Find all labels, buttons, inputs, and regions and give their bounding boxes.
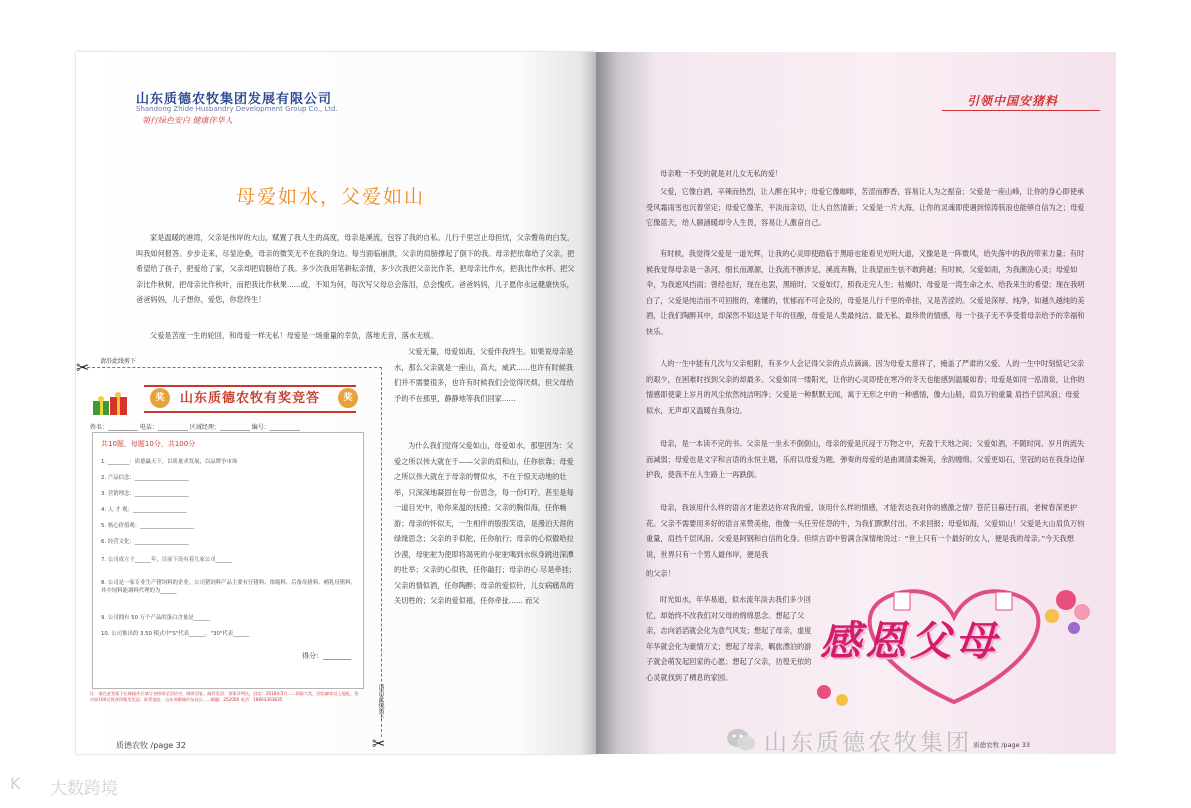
quiz-header: 共10题，每题10分，共100分: [101, 440, 196, 448]
right-page-header: 引领中国安猪料: [966, 94, 1058, 108]
cut-line-label: 请沿此线剪下: [100, 358, 137, 365]
right-line-2: 的父亲！: [646, 569, 675, 578]
right-paragraph-6: 时光如水，年华易逝，似水流年淡去我们多少回忆，却始终不改我们对父母的绵绵思念。想起了父亲，志向滔滔就会化为意气风发；想起了母亲，虚度年华就会化为豪情万丈；想起了母亲，羁旅漂泊的游子就会萌发起回家的心愿；想起了父亲，彷徨无依的心灵就找到了栖息的家园。: [646, 595, 812, 682]
scissors-icon-bottom: ✂: [372, 734, 386, 753]
watermark-company: 山东质德农牧集团: [764, 730, 972, 756]
company-english-name: Shandong Zhide Husbandry Development Group Co., Ltd.: [136, 105, 338, 113]
quiz-question[interactable]: 6. 经营文化：____________________: [101, 539, 189, 545]
page-number-right: 质德农牧 /page 33: [973, 741, 1030, 749]
page-number-left: 质德农牧 /page 32: [116, 741, 186, 750]
cut-line-horizontal: [82, 367, 382, 368]
quiz-question[interactable]: 7. 公司成立于______年，目前下设有着几家公司______: [101, 557, 232, 563]
gift-boxes-icon: [92, 391, 128, 417]
quiz-notes: 注：请在此答案下长梯操作后填写表格寄至回信中，邮寄回复。邮件发回：答案评判比，回信：2018年5月......领取大奖，回信邮寄以上地址，答对前100名将获得精美奖品；联系地址：山东省聊城市东昌区......邮编：252000 电话：18663363835: [90, 691, 359, 702]
award-badge-left: 奖: [150, 388, 170, 408]
left-page: [76, 52, 596, 754]
quiz-question[interactable]: 8. 公司是一家专业生产猪饲料的企业，公司猪饲料产品主要有仔猪料、浓缩料、后备母猪料、哺乳母猪料，其中饲料能调料代理的为______: [101, 580, 356, 594]
quiz-info-row[interactable]: 姓名：__________ 电话：__________ 区域经理：__________ 编号：__________: [90, 424, 300, 431]
wechat-icon: [726, 728, 756, 752]
article-title: 母爱如水，父爱如山: [236, 186, 426, 208]
header-rule: [942, 110, 1100, 111]
quiz-score[interactable]: 得分：________: [302, 652, 351, 660]
quiz-title: 山东质德农牧有奖竞答: [144, 385, 356, 413]
right-page: [596, 52, 1116, 754]
right-paragraph-5: 母亲，我该用什么样的语言才能表达你对我的爱，该用什么样的情感，才能表达我对你的感激之情？苍茫日暮还行雨，老树春深更护花。父亲不需要用多好的语言来赞美他，他像一头任劳任怨的牛，为我们默默付出，不求回报；母爱如海，父爱如山！父爱是大山肩负万钧重量，肩挡千层风浪。父爱是阿钢和自信的化身。但续古语中曾满含深情地说过：“世上只有一个最好的女人，便是我的母亲。”今天我想说，世界只有一个男人最伟岸，便是我: [646, 503, 1085, 559]
quiz-form: [92, 432, 364, 689]
cut-line-vertical: [381, 367, 382, 737]
company-slogan: 領行绿色安白 健康伴华人: [142, 116, 233, 125]
quiz-question[interactable]: 5. 核心价值观：____________________: [101, 523, 195, 529]
quiz-question[interactable]: 3. 营销理念：____________________: [101, 491, 189, 497]
right-line-1: 母亲唯一不变的就是对儿女无私的爱！: [660, 169, 783, 178]
left-paragraph-4: 为什么我们觉得父爱如山，母爱如水，那里因为：父爱之所以伟大就在于——父亲的肩和山，任你依靠；母爱之所以伟大就在于母亲的臂似水，不在于惊天动地的壮举，只深深地凝固在每一份思念，每一份叮咛，甚至是每一道目光中，哈你来温的抚摸；父亲的胸似海，任你畅游；母亲的怀似天，一生相伴的股股笑语，是漫泊天涯的绿缘思念；父亲的手似舵，任你航行；母亲的心似傲哈拉沙漠，母驼驼为使即将渴死的小驼驼喝到水纵身跳进深潭的壮举；父亲的心似铁，任你敲打；母亲的心 尽是牵挂；父亲的情似酒，任你陶醉；母亲的爱似针，儿女病痛帛的关切牲的；父亲的爱似禧，任你牵扯...... 而父: [394, 441, 576, 605]
magazine-spread: [76, 52, 1116, 754]
quiz-question[interactable]: 1. ________：质德赢天下，以质量求发展，以品牌争市场: [101, 459, 238, 465]
gratitude-graphic: [804, 572, 1108, 712]
cut-line-label-vertical: 请沿此线剪下: [377, 684, 384, 720]
scissors-icon: ✂: [76, 358, 90, 377]
gratitude-title: 感恩父母: [820, 617, 1000, 665]
left-paragraph-3: 父爱无量，母爱如海，父爱伴我终生。如果说母亲是水，那么父亲就是一座山，高大，威武......也许有时候我们并不需要很多，也许有时候我们会觉得厌烦。但父母给予的不在那里，静静地等我们回家......: [394, 347, 574, 403]
company-name: 山东质德农牧集团发展有限公司: [136, 92, 333, 107]
left-paragraph-2: 父爱是苦度一生的轮回，和母爱一样无私！母爱是一场重量的幸负，落地无音，落水无痕。: [150, 331, 438, 340]
right-paragraph-1: 父爱，它像白酒，辛辣而热烈，让人醉在其中；母爱它像咖啡，苦涩而醇香，容易让人为之振奋；父爱是一座山峰，让你的身心即使承受风霜雨雪也沉着坚定；母爱它像茶，平淡而亲切，让人自然清新；父爱是一片大海，让你的灵魂即使遇到惊涛骇浪也能够自信为之；母爱它像蓝天，给人颐涵暖却令人生畏，容易让人激奋自己。: [646, 187, 1085, 227]
quiz-question[interactable]: 10. 公司推出的 3.50 模式中"S"代表______，"30"代表______: [101, 631, 250, 637]
award-badge-right: 奖: [338, 388, 358, 408]
right-paragraph-4: 母亲，是一本读不完的书。父亲是一坐永不倒倒山，母亲的爱是沉浸于万物之中，充盈于天地之间；父爱如酒，不随时间、岁月的流失而减弱；母爱也是文字和言语的永恒主题，乐府以母爱为题，弹奏的母爱的是曲调清柔婉美，余韵缠绵。父爱更如石，坚冠的站在我身边保护我，使我不在人生路上一再跌倒。: [646, 439, 1085, 479]
kuajing-logo-icon: K: [10, 774, 21, 793]
left-paragraph-1: 家是温暖的港湾，父亲是伟岸的大山，赋置了我人生的高度，母亲是溪流，包容了我的自私。儿行千里岂止母担忧，父亲瞥角的白发，叫我如何报答。步步走来，尽显沧桑，母亲的微笑无不在我的身边。每当面临崩溃，父亲的肩膀撑起了倒下的我。母亲把依靠给了父亲，把希望给了孩子，把爱给了家，父亲却把肩膀给了我。多少次我用笔耕耘亲情，多少次我把父亲比作茶，把母亲比作水，把我比作水杯。把父亲比作秋树，把母亲比作秋叶，而把我比作秋果......或，不知为何，每次写父母总会落泪，总会愧疚。爸爸妈妈，儿子愿你永远健康快乐，爸爸妈妈，儿子想你，爱您，你您终生！: [136, 233, 575, 304]
quiz-question[interactable]: 2. 产品信念：____________________: [101, 475, 189, 481]
right-paragraph-3: 人的一生中能有几次与父亲相附，有多少人会记得父亲的点点滴滴。因为母爱太慈祥了，掩盖了严肃的父爱。人的一生中时刻惦记父亲的艰少，在困难时找到父亲的却最多。父爱如同一缕阳光，让你的心灵即使在寒冷的冬天也能感到温暖如春；母爱是如同一泓清泉，让你的情感即使蒙上岁月的风尘依然纯洁明净；父爱是一种默默无闻，寓于无形之中的一种感情，像大山般，肩负万钧重量 肩挡千层风浪；母爱似水，无声却又温暖在我身边。: [646, 359, 1085, 415]
quiz-question[interactable]: 9. 公司拥有 50 万个产品的蛋白含量是______: [101, 615, 210, 621]
watermark-source: 大数跨境: [50, 779, 118, 799]
quiz-question[interactable]: 4. 人 才 观：____________________: [101, 507, 187, 513]
right-paragraph-2: 有时候，我觉得父爱是一道光辉，让我的心灵即使踏临于黑暗也能看见光明大道，又像是是一阵微风，给失落中的我的带来力量；有时候我觉得母亲是一条河，细长而源源，让我流不断涉足，溪流奔腾，让我望而生怯不敢跨越；有时候，父爱如雨，为我潮洗心灵；母爱如伞，为我遮风挡雨；曾经也好，现在也罢，黑暗时，父爱如灯，照我走完人生；枯燥时，母爱是一湾生命之水，给我来生的希望；现在我明白了，父爱是纯洁而不可回报的，难懂的，忧郁而不可企及的，母爱是儿行千里的牵挂，又是苦涩的。父爱是深厚、纯净，如越久越纯的美酒，让我们陶醉其中，却深然不知这是千年的佳酿，母爱是人类最纯洁、最无私、最珍贵的情感，每一个孩子无不享受着母亲给予的幸福和快乐。: [646, 249, 1085, 336]
